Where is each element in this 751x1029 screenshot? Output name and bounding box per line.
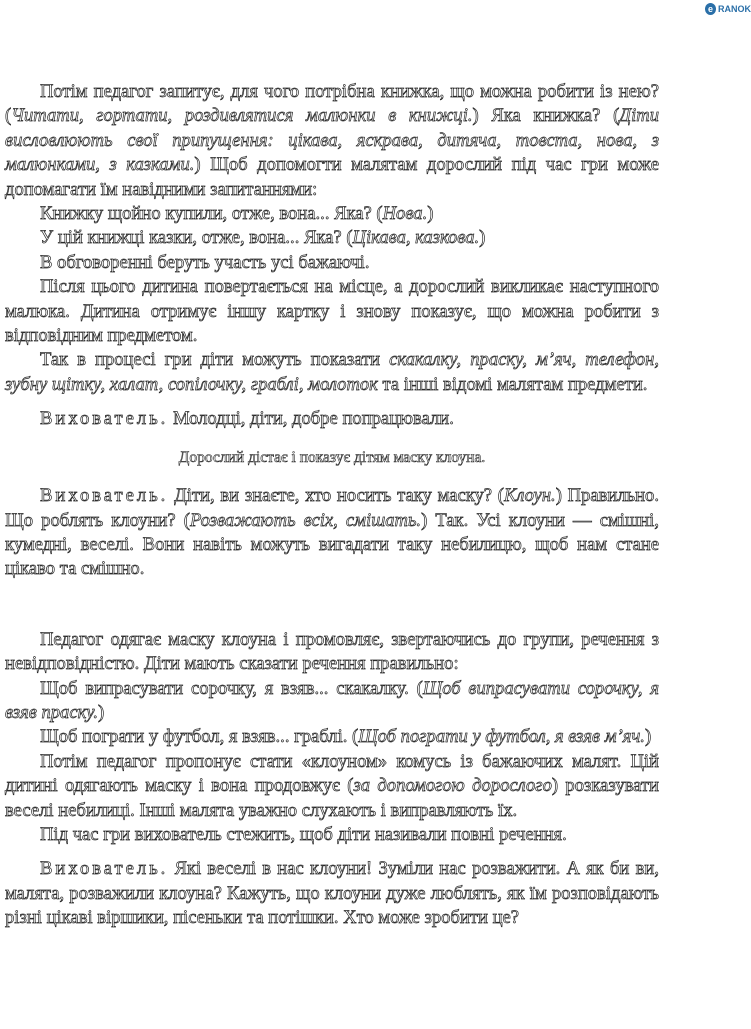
paragraph: Потім педагог пропонує стати «клоуном» комусь із бажаючих малят. Цій дитині одягають маску і вона продовжує (за допомогою дорослого) розказувати веселі небилиці. Інші малята уважно слухають і виправляють їх.	[5, 750, 659, 821]
dialogue-paragraph: Вихователь. Які веселі в нас клоуни! Зуміли нас розважити. А як би ви, малята, розважили клоуна? Кажуть, що клоуни дуже люблять, як їм розповідають різні цікаві віршики, пісеньки та потішки. Хто може зробити це?	[5, 858, 659, 929]
paragraph: Потім педагог запитує, для чого потрібна книжка, що можна робити із нею? (Читати, гортати, роздивлятися малюнки в книжці.) Яка книжка? (Діти висловлюють свої припущення: цікава, яскрава, дитяча, товста, нова, з малюнками, з казками.) Щоб допомогти малятам дорослий під час гри може допомагати їм навідними запитаннями:	[5, 81, 659, 200]
paragraph: Після цього дитина повертається на місце, а дорослий викликає наступного малюка. Дитина отримує іншу картку і знову показує, що можна робити з відповідним предметом.	[5, 276, 659, 347]
speaker-label: Вихователь.	[40, 485, 169, 507]
paragraph: Так в процесі гри діти можуть показати скакалку, праску, м’яч, телефон, зубну щітку, халат, сопілочку, граблі, молоток та інші відомі малятам предмети.	[5, 349, 660, 395]
paragraph: Книжку щойно купили, отже, вона... Яка? (Нова.)	[40, 203, 434, 225]
stage-direction: Дорослий дістає і показує дітям маску клоуна.	[178, 448, 486, 466]
paragraph: Щоб випрасувати сорочку, я взяв... скакалку. (Щоб випрасувати сорочку, я взяв праску.)	[5, 677, 659, 723]
speaker-label: Вихователь.	[40, 858, 169, 880]
speaker-label: Вихователь.	[40, 408, 169, 430]
publisher-logo	[705, 2, 751, 16]
logo-e-icon: e	[705, 3, 716, 15]
paragraph: Щоб пограти у футбол, я взяв... граблі. (Щоб пограти у футбол, я взяв м’яч.)	[40, 726, 652, 748]
paragraph: Під час гри вихователь стежить, щоб діти називали повні речення.	[40, 823, 567, 845]
page-body	[5, 80, 659, 931]
paragraph: В обговоренні беруть участь усі бажаючі.	[40, 251, 370, 273]
logo-text: RANOK	[718, 4, 751, 14]
paragraph: У цій книжці казки, отже, вона... Яка? (Цікава, казкова.)	[40, 227, 486, 249]
dialogue-paragraph: Вихователь. Діти, ви знаєте, хто носить таку маску? (Клоун.) Правильно. Що роблять клоуни? (Розважають всіх, смішать.) Так. Усі клоуни — смішні, кумедні, веселі. Вони навіть можуть вигадати таку небилицю, щоб нам стане цікаво та смішно.	[5, 485, 659, 580]
dialogue-paragraph: Вихователь. Молодці, діти, добре попрацювали.	[40, 408, 454, 430]
paragraph: Педагог одягає маску клоуна і промовляє, звертаючись до групи, речення з невідповідністю. Діти мають сказати речення правильно:	[5, 628, 659, 675]
